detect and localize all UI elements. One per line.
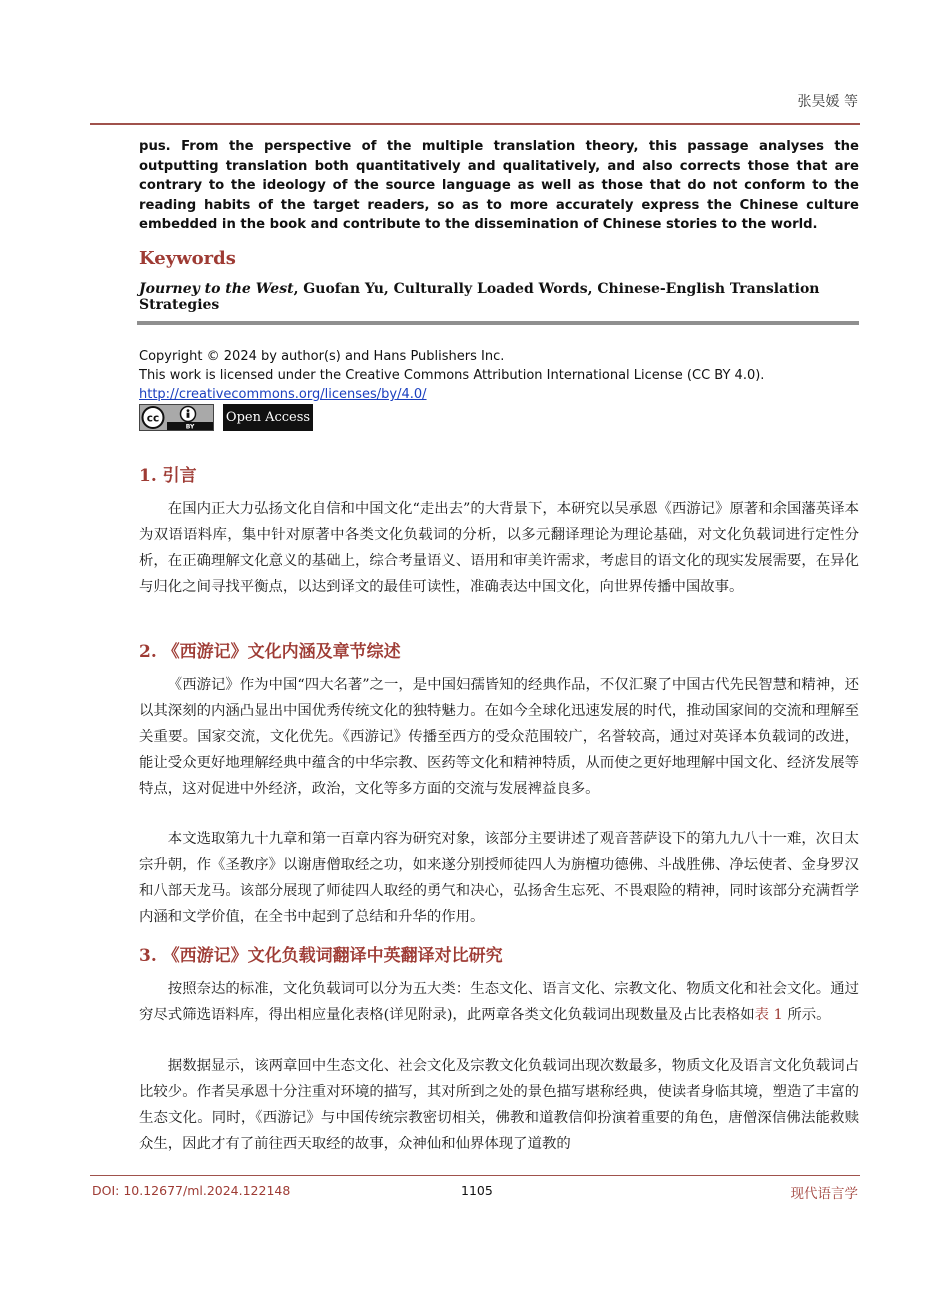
section-3-paragraph-2: 据数据显示，该两章回中生态文化、社会文化及宗教文化负载词出现次数最多，物质文化及语言文化负载词占比较少。作者吴承恩十分注重对环境的描写，其对所到之处的景色描写堪称经典，使读者身临其境，塑造了丰富的生态文化。同时，《西游记》与中国传统宗教密切相关，佛教和道教信仰扮演着重要的角色，唐僧深信佛法能救赎众生，因此才有了前往西天取经的故事，众神仙和仙界体现了道教的 xyxy=(139,1058,859,1152)
section-2-paragraph-1: 《西游记》作为中国“四大名著”之一，是中国妇孺皆知的经典作品，不仅汇聚了中国古代先民智慧和精神，还以其深刻的内涵凸显出中国优秀传统文化的独特魅力。在如今全球化迅速发展的时代，推动国家间的交流和理解至关重要。国家交流，文化优先。《西游记》传播至西方的受众范围较广，名誉较高，通过对英译本负载词的改进，能让受众更好地理解经典中蕴含的中华宗教、医药等文化和精神特质，从而使之更好地理解中国文化、经济发展等特点，这对促进中外经济，政治，文化等多方面的交流与发展裨益良多。 xyxy=(139,677,859,797)
section-3-heading: 3. 《西游记》文化负载词翻译中英翻译对比研究 xyxy=(139,946,503,966)
by-badge-label: BY xyxy=(185,423,195,430)
keywords-list xyxy=(139,281,859,313)
footer-doi[interactable]: DOI: 10.12677/ml.2024.122148 xyxy=(92,1183,291,1198)
footer-divider xyxy=(90,1175,860,1176)
copyright-line: Copyright © 2024 by author(s) and Hans Publishers Inc. xyxy=(139,349,505,364)
section-3-paragraph-1 xyxy=(139,976,859,1028)
section-1-heading: 1. 引言 xyxy=(139,466,197,486)
footer-journal-name: 现代语言学 xyxy=(790,1186,858,1202)
table-1-reference-link[interactable]: 表 1 xyxy=(754,1007,783,1023)
abstract-continuation: pus. From the perspective of the multiple translation theory, this passage analyses the outputting translation both quantitatively and qualitatively, and also corrects those that are contrary to the ideology of the source language as well as those that do not conform to the reading habits of the target readers, so as to more accurately express the Chinese culture embedded in the book and contribute to the dissemination of Chinese stories to the world. xyxy=(139,139,859,232)
license-block xyxy=(139,347,859,404)
running-header-authors: 张昊媛 等 xyxy=(797,94,858,110)
license-link[interactable]: http://creativecommons.org/licenses/by/4.0/ xyxy=(139,387,427,402)
section-3-p1-text: 按照奈达的标准，文化负载词可以分为五大类：生态文化、语言文化、宗教文化、物质文化和社会文化。通过穷尽式筛选语料库，得出相应量化表格(详见附录)，此两章各类文化负载词出现数量及占比表格如 xyxy=(139,981,859,1023)
keywords-rest: , Guofan Yu, Culturally Loaded Words, Chinese-English Translation Strategies xyxy=(139,281,820,313)
section-1-paragraph-1: 在国内正大力弘扬文化自信和中国文化“走出去”的大背景下，本研究以吴承恩《西游记》原著和余国藩英译本为双语语料库，集中针对原著中各类文化负载词的分析，以多元翻译理论为理论基础，对文化负载词进行定性分析，在正确理解文化意义的基础上，综合考量语义、语用和审美许需求，考虑目的语文化的现实发展需要，在异化与归化之间寻找平衡点，以达到译文的最佳可读性，准确表达中国文化，向世界传播中国故事。 xyxy=(139,501,859,595)
keywords-heading: Keywords xyxy=(139,248,236,269)
footer-page-number: 1105 xyxy=(461,1183,493,1198)
section-2-heading: 2. 《西游记》文化内涵及章节综述 xyxy=(139,642,401,662)
section-3-p1-tail: 所示。 xyxy=(782,1007,831,1023)
cc-badge-label: cc xyxy=(146,412,160,425)
open-access-badge[interactable]: Open Access xyxy=(223,404,313,431)
license-statement: This work is licensed under the Creative Commons Attribution International License (CC BY 4.0). xyxy=(139,368,765,383)
cc-by-badge-icon[interactable] xyxy=(139,404,214,431)
header-divider xyxy=(90,123,860,125)
section-2-paragraph-2: 本文选取第九十九章和第一百章内容为研究对象，该部分主要讲述了观音菩萨设下的第九九八十一难，次日太宗升朝，作《圣教序》以谢唐僧取经之功，如来遂分别授师徒四人为旃檀功德佛、斗战胜佛、净坛使者、金身罗汉和八部天龙马。该部分展现了师徒四人取经的勇气和决心，弘扬舍生忘死、不畏艰险的精神，同时该部分充满哲学内涵和文学价值，在全书中起到了总结和升华的作用。 xyxy=(139,831,859,925)
keyword-book-title: Journey to the West xyxy=(139,281,294,297)
section-divider xyxy=(137,321,859,325)
cc-by-logo-icon xyxy=(140,405,213,430)
